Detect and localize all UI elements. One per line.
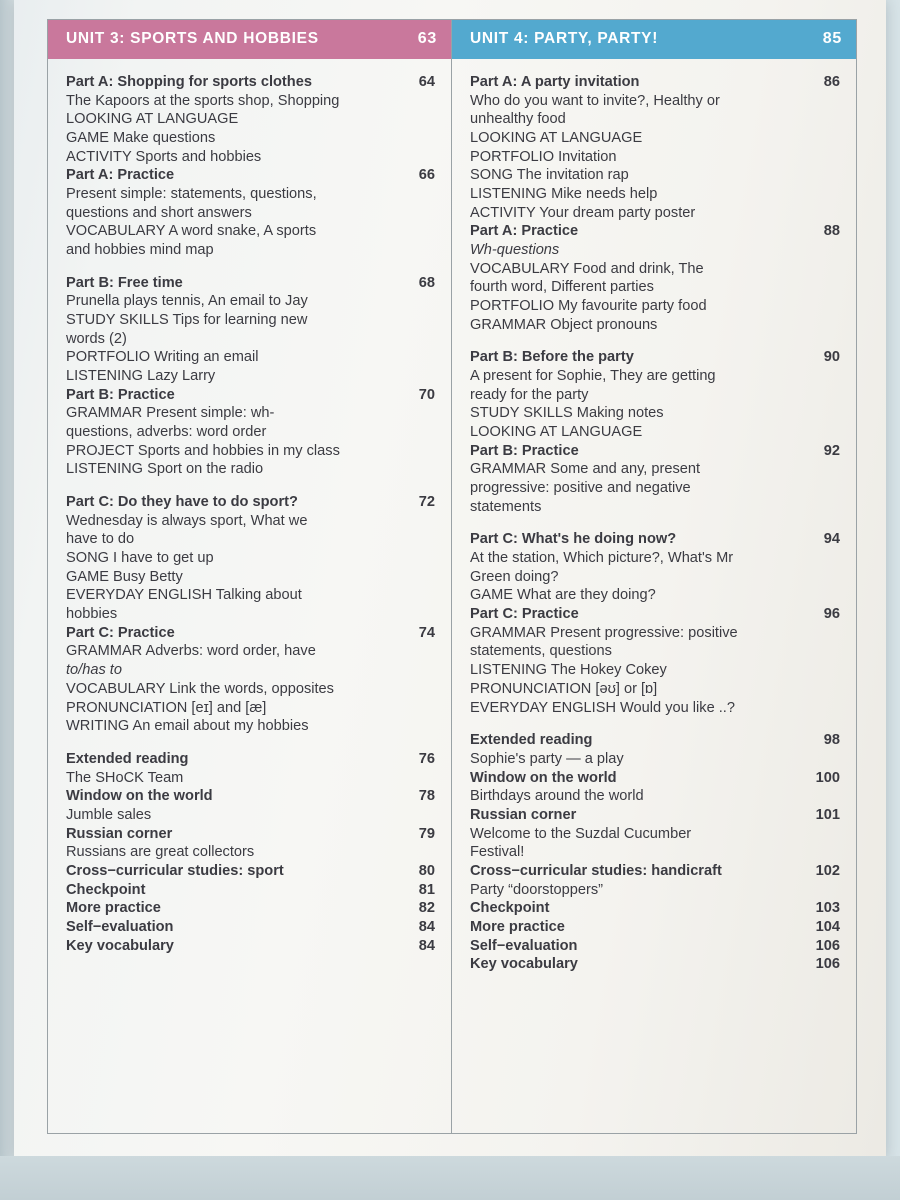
entry-line: VOCABULARY A word snake, A sports [66, 223, 317, 240]
entry-page: 101 [815, 806, 840, 823]
entry-title: Russian corner [66, 825, 173, 842]
toc-entry[interactable] [66, 918, 435, 937]
entry-line: EVERYDAY ENGLISH Would you like ..? [470, 699, 735, 716]
entry-line: PORTFOLIO My favourite party food [470, 298, 707, 315]
entry-page: 98 [823, 732, 840, 749]
entry-line: Green doing? [470, 568, 559, 585]
toc-entry[interactable] [470, 348, 840, 441]
toc-entry[interactable] [470, 899, 840, 918]
entry-title: Cross−curricular studies: sport [66, 862, 284, 879]
entry-title: Part C: Practice [470, 606, 579, 623]
unit-header-3[interactable] [48, 20, 451, 59]
entry-title: Part A: Practice [66, 167, 175, 184]
entry-title: Cross−curricular studies: handicraft [470, 862, 722, 879]
entry-line: A present for Sophie, They are getting [470, 368, 716, 385]
entry-title: Russian corner [470, 806, 577, 823]
toc-entry[interactable] [470, 937, 840, 956]
entry-title: Extended reading [66, 750, 189, 767]
entry-page: 102 [815, 862, 840, 879]
toc-entry[interactable] [470, 769, 840, 806]
toc-entry[interactable] [470, 955, 840, 974]
entry-title: Window on the world [66, 788, 213, 805]
entry-line: ACTIVITY Sports and hobbies [66, 148, 262, 165]
unit-4-page: 85 [822, 30, 842, 47]
entry-title: Part B: Before the party [470, 349, 634, 366]
entry-line: Festival! [470, 844, 525, 861]
entry-line: GAME What are they doing? [470, 587, 656, 604]
entry-line: to/has to [66, 662, 122, 679]
entry-page: 64 [418, 74, 435, 90]
entry-line: Party “doorstoppers” [470, 881, 604, 898]
toc-entry[interactable] [66, 825, 435, 862]
toc-entry[interactable] [66, 862, 435, 881]
unit-4-title: UNIT 4: PARTY, PARTY! [470, 30, 659, 47]
entry-page: 106 [815, 937, 840, 954]
entry-line: LISTENING Sport on the radio [66, 461, 264, 478]
entry-line: EVERYDAY ENGLISH Talking about [66, 587, 302, 604]
entry-line: STUDY SKILLS Tips for learning new [66, 312, 308, 329]
entry-line: The SHoCK Team [66, 769, 184, 786]
entry-page: 70 [418, 386, 435, 403]
entry-title: Part B: Practice [66, 386, 175, 403]
entry-line: LISTENING Mike needs help [470, 186, 658, 203]
entry-line: LISTENING The Hokey Cokey [470, 662, 667, 679]
toc-entry[interactable] [66, 899, 435, 918]
entry-page: 90 [823, 349, 840, 366]
entry-line: VOCABULARY Food and drink, The [470, 260, 704, 277]
entry-page: 82 [418, 900, 435, 917]
unit-3-body [48, 59, 451, 955]
entry-line-text: GRAMMAR Present simple: wh- [66, 405, 275, 422]
entry-page: 88 [823, 223, 840, 240]
entry-page: 81 [418, 881, 435, 898]
toc-entry[interactable] [66, 166, 435, 259]
entry-line: STUDY SKILLS Making notes [470, 405, 664, 422]
toc-entry[interactable] [470, 806, 840, 862]
entry-line: At the station, Which picture?, What's Mr [470, 550, 734, 567]
entry-title: More practice [470, 918, 565, 935]
entry-line: have to do [66, 531, 135, 548]
entry-page: 86 [823, 74, 840, 90]
entry-line: VOCABULARY Link the words, opposites [66, 680, 334, 697]
entry-line: questions, adverbs: word order [66, 424, 267, 441]
entry-page: 84 [418, 937, 435, 954]
entry-line: Wh-questions [470, 242, 560, 259]
entry-line: Who do you want to invite?, Healthy or [470, 92, 720, 109]
toc-entry[interactable] [470, 442, 840, 517]
entry-page: 68 [418, 274, 435, 291]
entry-line: hobbies [66, 606, 118, 623]
toc-entry[interactable] [66, 750, 435, 787]
entry-line: The Kapoors at the sports shop, Shopping [66, 92, 340, 109]
entry-line: Russians are great collectors [66, 844, 255, 861]
entry-line: SONG The invitation rap [470, 167, 629, 184]
entry-line: Welcome to the Suzdal Cucumber [470, 825, 692, 842]
entry-page: 84 [418, 918, 435, 935]
entry-line: Prunella plays tennis, An email to Jay [66, 293, 308, 310]
entry-line: Jumble sales [66, 806, 152, 823]
entry-title: Self−evaluation [470, 937, 578, 954]
entry-line: unhealthy food [470, 111, 566, 128]
entry-line: Sophie's party — a play [470, 750, 624, 767]
entry-page: 76 [418, 750, 435, 767]
entry-title: Part A: Shopping for sports clothes [66, 74, 312, 90]
entry-page: 74 [418, 624, 435, 641]
entry-line: LOOKING AT LANGUAGE [470, 424, 643, 441]
toc-entry[interactable] [470, 222, 840, 334]
entry-line: statements, questions [470, 643, 612, 660]
entry-title: Extended reading [470, 732, 593, 749]
entry-page: 103 [815, 900, 840, 917]
toc-entry[interactable] [66, 787, 435, 824]
entry-line: GAME Busy Betty [66, 568, 183, 585]
entry-title: Part A: A party invitation [470, 74, 640, 90]
entry-title: Checkpoint [470, 900, 550, 917]
toc-entry[interactable] [470, 605, 840, 717]
entry-title: Part A: Practice [470, 223, 579, 240]
toc-entry[interactable] [66, 274, 435, 386]
entry-line: PROJECT Sports and hobbies in my class [66, 442, 340, 459]
entry-title: More practice [66, 900, 161, 917]
entry-line: GAME Make questions [66, 130, 216, 147]
toc-entry[interactable] [470, 918, 840, 937]
unit-header-4[interactable] [452, 20, 856, 59]
entry-line: words (2) [66, 330, 127, 347]
entry-page: 100 [815, 769, 840, 786]
toc-entry[interactable] [470, 731, 840, 768]
entry-line: PORTFOLIO Writing an email [66, 349, 259, 366]
page-bottom-shadow [0, 1156, 900, 1200]
entry-title: Key vocabulary [470, 956, 578, 973]
entry-page: 79 [418, 825, 435, 842]
entry-line: and hobbies mind map [66, 242, 214, 259]
entry-line: PORTFOLIO Invitation [470, 148, 617, 165]
entry-title: Part C: What's he doing now? [470, 531, 677, 548]
entry-page: 106 [815, 956, 840, 973]
entry-line: Birthdays around the world [470, 788, 644, 805]
entry-line: PRONUNCIATION [əʊ] or [ɒ] [470, 680, 658, 697]
toc-entry[interactable] [66, 73, 435, 166]
contents-columns [48, 20, 856, 1133]
toc-entry[interactable] [66, 937, 435, 956]
entry-line: fourth word, Different parties [470, 279, 654, 296]
entry-title: Part C: Do they have to do sport? [66, 494, 298, 511]
entry-line: Present simple: statements, questions, [66, 186, 317, 203]
entry-line: GRAMMAR Present progressive: positive [470, 624, 738, 641]
entry-line: SONG I have to get up [66, 550, 214, 567]
entry-page: 92 [823, 442, 840, 459]
toc-entry[interactable] [66, 881, 435, 900]
entry-line: ready for the party [470, 386, 589, 403]
entry-line: statements [470, 498, 542, 515]
toc-entry[interactable] [470, 73, 840, 222]
entry-title: Window on the world [470, 769, 617, 786]
entry-page: 78 [418, 788, 435, 805]
entry-title: Key vocabulary [66, 937, 174, 954]
unit-3-page: 63 [417, 30, 437, 47]
entry-line: LISTENING Lazy Larry [66, 368, 216, 385]
entry-title: Checkpoint [66, 881, 146, 898]
entry-page: 80 [418, 862, 435, 879]
entry-title: Self−evaluation [66, 918, 174, 935]
toc-entry[interactable] [470, 862, 840, 899]
toc-entry[interactable] [66, 624, 435, 736]
entry-line: WRITING An email about my hobbies [66, 718, 309, 735]
entry-line: progressive: positive and negative [470, 480, 691, 497]
entry-title: Part C: Practice [66, 624, 175, 641]
toc-entry[interactable] [66, 386, 435, 479]
column-unit-4 [452, 20, 856, 1133]
entry-page: 96 [823, 606, 840, 623]
entry-line: ACTIVITY Your dream party poster [470, 204, 696, 221]
entry-line: PRONUNCIATION [eɪ] and [æ] [66, 699, 267, 716]
entry-line: LOOKING AT LANGUAGE [470, 130, 643, 147]
column-unit-3 [48, 20, 452, 1133]
entry-line: Wednesday is always sport, What we [66, 512, 308, 529]
unit-3-title: UNIT 3: SPORTS AND HOBBIES [66, 30, 319, 47]
entry-line: LOOKING AT LANGUAGE [66, 111, 239, 128]
toc-entry[interactable] [66, 493, 435, 624]
entry-page: 94 [823, 531, 840, 548]
entry-page: 104 [815, 918, 840, 935]
entry-line: GRAMMAR Some and any, present [470, 461, 701, 478]
entry-line: GRAMMAR Object pronouns [470, 316, 658, 333]
entry-page: 72 [418, 494, 435, 511]
entry-line: questions and short answers [66, 204, 252, 221]
unit-4-body [452, 59, 856, 974]
entry-page: 66 [418, 167, 435, 184]
entry-title: Part B: Free time [66, 274, 183, 291]
toc-entry[interactable] [470, 530, 840, 605]
entry-line [66, 404, 406, 423]
entry-title: Part B: Practice [470, 442, 579, 459]
entry-line: GRAMMAR Adverbs: word order, have [66, 643, 316, 660]
